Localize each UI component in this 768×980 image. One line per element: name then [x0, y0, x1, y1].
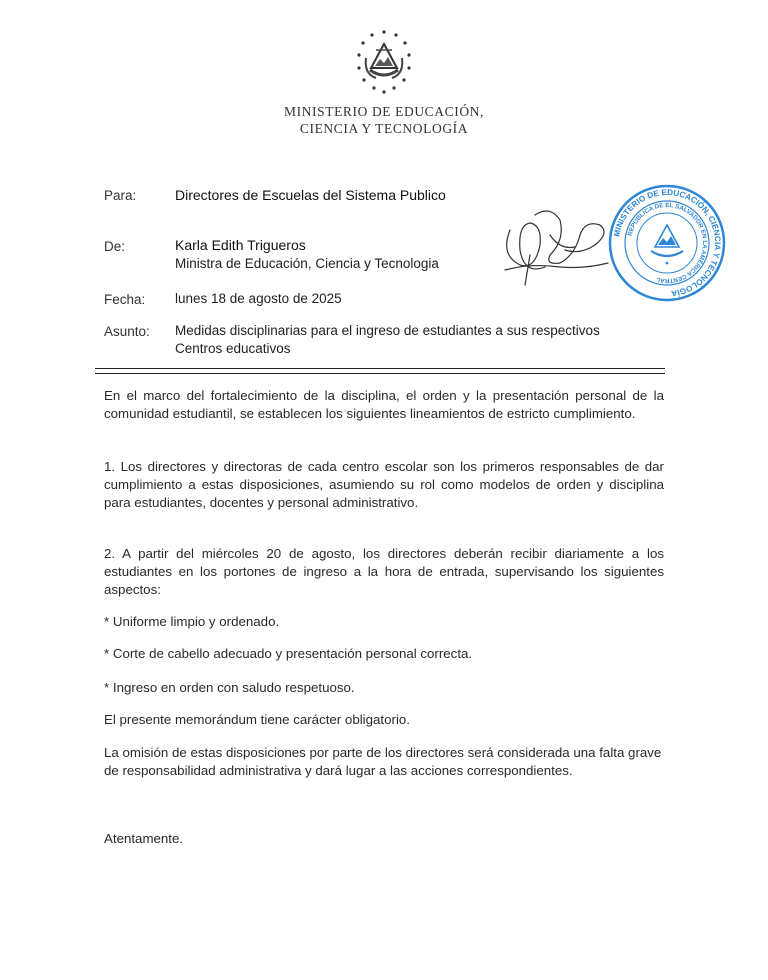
asunto-line2: Centros educativos [175, 341, 291, 356]
separator-bottom [95, 373, 665, 374]
ministry-name-line2: CIENCIA Y TECNOLOGÍA [299, 121, 469, 136]
asunto-label: Asunto: [104, 324, 150, 339]
official-stamp [607, 183, 727, 303]
stamp-inner-text: REPÚBLICA DE EL SALVADOR EN LA AMÉRICA CENTRAL [626, 201, 709, 285]
item-2-paragraph: 2. A partir del miércoles 20 de agosto, los directores deberán recibir diariamente a los estudiantes en los portones de ingreso a la hora de entrada, supervisando los siguientes aspectos: [104, 546, 664, 597]
fecha-value: lunes 18 de agosto de 2025 [175, 291, 342, 306]
omission-paragraph: La omisión de estas disposiciones por parte de los directores será considerada una falta grave de responsabilidad administrativa y dará lugar a las acciones correspondientes. [104, 745, 662, 778]
de-title: Ministra de Educación, Ciencia y Tecnologia [175, 256, 439, 271]
fecha-label: Fecha: [104, 292, 146, 307]
de-name: Karla Edith Trigueros [175, 237, 306, 253]
asunto-line1: Medidas disciplinarias para el ingreso de estudiantes a sus respectivos [175, 323, 600, 338]
signature [490, 195, 620, 305]
bullet-entry: * Ingreso en orden con saludo respetuoso. [104, 680, 355, 695]
intro-paragraph: En el marco del fortalecimiento de la disciplina, el orden y la presentación personal de la comunidad estudiantil, se establecen los siguientes lineamientos de estricto cumplimiento. [104, 388, 664, 421]
mandatory-notice: El presente memorándum tiene carácter obligatorio. [104, 712, 410, 727]
de-label: De: [104, 239, 126, 254]
bullet-haircut: * Corte de cabello adecuado y presentación personal correcta. [104, 646, 473, 661]
para-label: Para: [104, 188, 137, 203]
el-salvador-coat-of-arms-icon [350, 28, 418, 96]
separator-top [95, 368, 665, 369]
para-value: Directores de Escuelas del Sistema Publico [175, 187, 446, 203]
bullet-uniform: * Uniforme limpio y ordenado. [104, 614, 280, 629]
stamp-outer-text: MINISTERIO DE EDUCACIÓN, CIENCIA Y TECNOLOGÍA [612, 187, 723, 298]
closing: Atentamente. [104, 831, 184, 846]
item-1-paragraph: 1. Los directores y directoras de cada centro escolar son los primeros responsables de dar cumplimiento a estas disposiciones, asumiendo su rol como modelos de orden y disciplina para estudiantes, docentes y personal administrativo. [104, 459, 664, 510]
ministry-name-line1: MINISTERIO DE EDUCACIÓN, [283, 104, 484, 119]
